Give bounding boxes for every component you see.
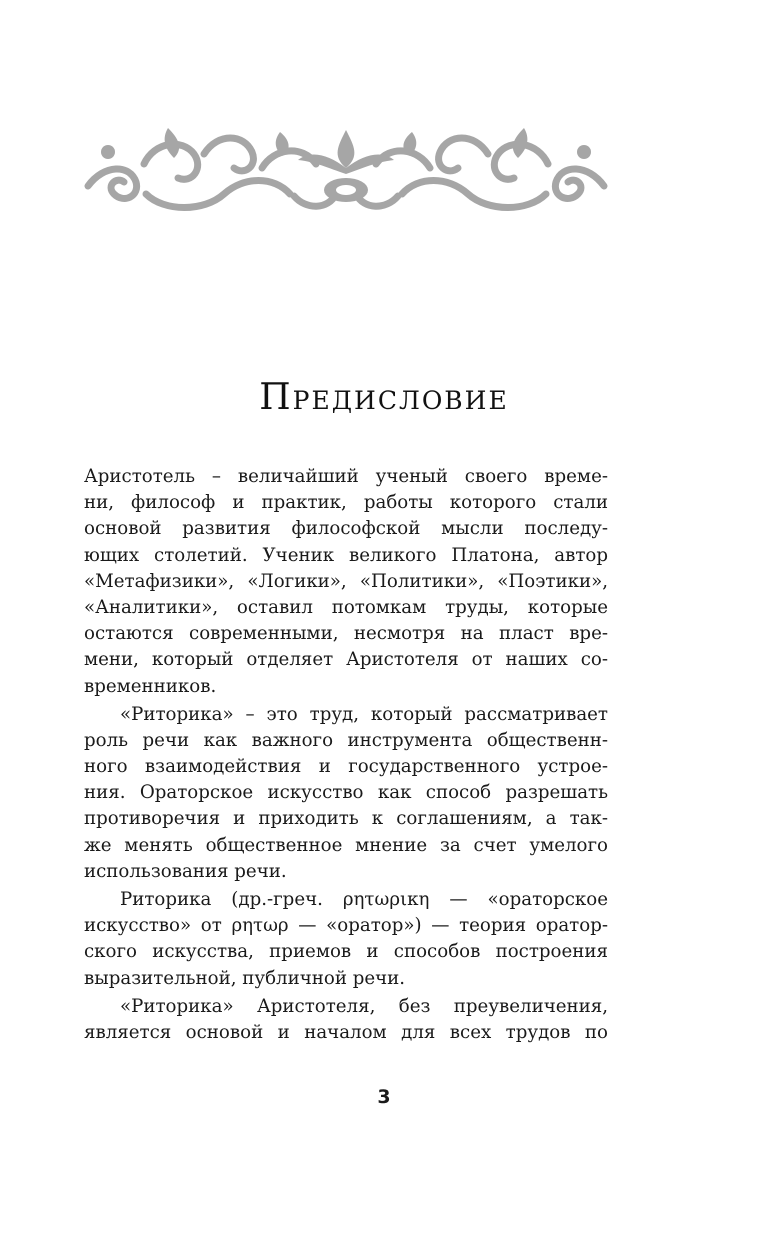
text-line: Аристотель – величайший ученый своего време- bbox=[84, 466, 608, 487]
text-line: является основой и началом для всех трудов по bbox=[84, 1021, 608, 1043]
text-line: «Риторика» Аристотеля, без преувеличения, bbox=[120, 995, 608, 1017]
text-line: временников. bbox=[84, 675, 217, 697]
text-line: мени, который отделяет Аристотеля от наших со- bbox=[84, 649, 608, 671]
text-line: «Метафизики», «Логики», «Политики», «Поэтики», bbox=[84, 570, 608, 592]
text-line: «Риторика» – это труд, который рассматривает bbox=[120, 703, 608, 725]
paragraph bbox=[84, 702, 608, 885]
text-line: роль речи как важного инструмента общественн- bbox=[84, 729, 608, 751]
text-line: искусство» от ρητωρ — «оратор») — теория оратор- bbox=[84, 915, 608, 937]
text-line: же менять общественное мнение за счет умелого bbox=[84, 834, 608, 856]
text-line: «Аналитики», оставил потомкам труды, которые bbox=[84, 596, 608, 618]
paragraph bbox=[84, 464, 608, 700]
text-line: Риторика (др.-греч. ρητωρικη — «ораторское bbox=[120, 889, 608, 910]
text-line: остаются современными, несмотря на пласт вре- bbox=[84, 623, 608, 645]
text-line: ни, философ и практик, работы которого стали bbox=[84, 492, 608, 514]
text-line: ющих столетий. Ученик великого Платона, автор bbox=[84, 544, 608, 566]
body-text bbox=[84, 464, 608, 1046]
page-number: 3 bbox=[377, 1086, 391, 1108]
paragraph bbox=[84, 994, 608, 1046]
text-line: основой развития философской мысли последу- bbox=[84, 518, 608, 540]
paragraph bbox=[84, 887, 608, 992]
text-line: ния. Ораторское искусство как способ разрешать bbox=[84, 782, 608, 804]
text-line: ского искусства, приемов и способов построения bbox=[84, 941, 608, 963]
floral-ornament-icon bbox=[84, 124, 608, 218]
text-line: ного взаимодействия и государственного устрое- bbox=[84, 756, 608, 778]
text-line: использования речи. bbox=[84, 860, 287, 882]
text-line: выразительной, публичной речи. bbox=[84, 967, 406, 989]
page-title: Предисловие bbox=[259, 377, 509, 418]
text-line: противоречия и приходить к соглашениям, а так- bbox=[84, 808, 608, 830]
